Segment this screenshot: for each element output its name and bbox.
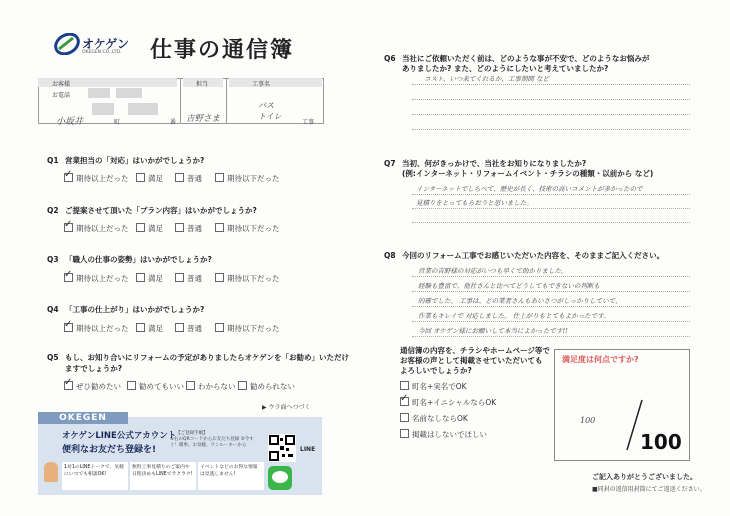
work-suffix: 工事 <box>302 119 315 126</box>
q8-answer-3: 的確でした。 工事は、どの業者さんもあいさつがしっかりしていて、 <box>418 297 622 305</box>
banner-point-2: 無料工事見積りのご案内や日程決めもLINEでラクラク! <box>130 462 196 490</box>
q5-opt-4[interactable]: 勧められない <box>238 381 295 392</box>
q4: Q4 「工事の仕上がり」はいかがでしょうか? <box>47 305 205 314</box>
q8-answer-1: 営業の吉野様の対応がいつも早くて助かりました。 <box>418 267 568 275</box>
banner-steps: ①右のQRコードからお友だち登録 ②今すぐ！簡単、お気軽、ワンルーキーから <box>170 437 254 448</box>
publish-opt-1[interactable]: 町名+実名でOK <box>400 381 467 392</box>
banner-title-1: オケゲンLINE公式アカウント <box>62 431 177 441</box>
q5-opt-1[interactable]: ✓ぜひ勧めたい <box>64 381 121 392</box>
q1-opt-3[interactable]: 普通 <box>175 173 202 184</box>
label-phone: お電話 <box>52 92 71 99</box>
address-suffix: 番 <box>170 119 177 126</box>
q4-opt-4[interactable]: 期待以下だった <box>215 323 280 334</box>
q8-answer-2: 経験も豊富で、他社さんと比べてどうしてもできないの判断も <box>418 282 600 290</box>
q1: Q1 営業担当の「対応」はいかがでしょうか? <box>47 156 205 165</box>
q6: Q6 当社にご依頼いただく前は、どのような事が不安で、どのようなお悩みが <box>384 54 650 63</box>
banner-point-3: イベントなどのお得な情報は見逃しません! <box>198 462 264 490</box>
page-title: 仕事の通信簿 <box>150 38 295 63</box>
score-hand-small: 100 <box>580 416 596 425</box>
q7-line2: (例:インターネット・リフォームイベント・チラシの種類・以前から など) <box>402 169 654 178</box>
publish-opt-4[interactable]: 掲載はしないでほしい <box>400 429 487 440</box>
q7: Q7 当初、何がきっかけで、当社をお知りになりましたか? <box>384 159 587 168</box>
q3-opt-4[interactable]: 期待以下だった <box>215 273 280 284</box>
q2-opt-2[interactable]: 満足 <box>136 223 163 234</box>
q4-opt-1[interactable]: ✓期待以上だった <box>64 323 129 334</box>
work-hand-1: バス <box>258 101 274 110</box>
thumbs-up-icon <box>44 462 58 482</box>
q1-opt-4[interactable]: 期待以下だった <box>215 173 280 184</box>
q1-opt-2[interactable]: 満足 <box>136 173 163 184</box>
q8-answer-4: 作業もキレイで 対応しました。 仕上がりもとてもよかったです。 <box>418 312 610 320</box>
q8-answer-5: 今回 オケゲン様にお願いして本当によかったです!! <box>418 327 568 335</box>
next-page-note: ▶ ウラ面へつづく <box>262 404 311 411</box>
score-hand-big: 100 <box>640 430 682 454</box>
publish-opt-3[interactable]: 名前なしならOK <box>400 413 468 424</box>
customer-name-hand: 小坂井 <box>56 117 84 127</box>
q6-answer: コスト、いつ来てくれるか、工事期間 など <box>424 75 549 83</box>
qr-label: LINE <box>300 446 316 453</box>
q5-opt-2[interactable]: 勧めてもいい <box>127 381 184 392</box>
redacted-address-2 <box>128 103 158 115</box>
q3: Q3 「職人の仕事の姿勢」はいかがでしょうか? <box>47 255 212 264</box>
banner-steps-label: 【ご登録手順】 <box>176 431 208 436</box>
q5-line2: ますでしょうか? <box>65 364 123 373</box>
label-customer: お客様 <box>52 81 71 88</box>
q5: Q5 もし、お知り合いにリフォームの予定がありましたらオケゲンを「お勧め」いただけ <box>47 353 350 362</box>
q2-opt-1[interactable]: ✓期待以上だった <box>64 223 129 234</box>
banner-point-1: 1対1のLINEトークで、気軽にいつでも相談OK! <box>62 462 128 490</box>
publish-text-2: お客様の声として掲載させていただいても <box>400 356 543 365</box>
q1-opt-1[interactable]: ✓期待以上だった <box>64 173 129 184</box>
label-work: 工事名 <box>252 81 271 88</box>
logo-name: オケゲン <box>82 37 130 51</box>
footnote: ■同封の返信用封筒にてご返送ください。 <box>592 486 706 493</box>
okegen-logo-icon <box>53 33 81 55</box>
banner-title-2: 便利なお友だち登録を! <box>62 445 157 455</box>
label-person: 担当 <box>196 81 209 88</box>
score-label: 満足度は何点ですか? <box>562 355 639 364</box>
q3-opt-1[interactable]: ✓期待以上だった <box>64 273 129 284</box>
q4-opt-3[interactable]: 普通 <box>175 323 202 334</box>
banner-ribbon: OKEGEN <box>38 412 128 424</box>
publish-opt-2[interactable]: ✓町名+イニシャルならOK <box>400 397 496 408</box>
work-hand-2: トイレ <box>258 112 282 121</box>
q8: Q8 今回のリフォーム工事でお感じいただいた内容を、そのままご記入ください。 <box>384 251 665 260</box>
q7-answer-2: 見積りをとってもらおうと思いました。 <box>416 199 533 207</box>
q2-opt-4[interactable]: 期待以下だった <box>215 223 280 234</box>
q3-opt-3[interactable]: 普通 <box>175 273 202 284</box>
town-suffix: 町 <box>114 119 121 126</box>
redacted-phone <box>88 88 110 98</box>
redacted-address <box>92 103 114 115</box>
q5-opt-3[interactable]: わからない <box>186 381 236 392</box>
q2-opt-3[interactable]: 普通 <box>175 223 202 234</box>
q3-opt-2[interactable]: 満足 <box>136 273 163 284</box>
publish-text-3: よろしいでしょうか? <box>400 366 472 375</box>
publish-text-1: 通信簿の内容を、チラシやホームページ等で <box>400 346 550 355</box>
q6-line2: ありましたか? また、どのようにしたいと考えていましたか? <box>402 64 609 73</box>
qr-code-icon[interactable] <box>268 434 296 462</box>
q4-opt-2[interactable]: 満足 <box>136 323 163 334</box>
person-hand: 吉野さま <box>186 114 221 124</box>
q2: Q2 ご提案させて頂いた「プラン内容」はいかがでしょうか? <box>47 206 257 215</box>
thanks-text: ご記入ありがとうございました。 <box>592 473 697 481</box>
q7-answer-1: インターネットでしらべて、歴史が長く、技術の高いコメントが多かったので <box>416 185 643 193</box>
logo-sub: OKEGEN CO.,LTD. <box>82 50 122 55</box>
redacted-phone-2 <box>116 88 142 98</box>
line-app-icon <box>268 466 292 490</box>
